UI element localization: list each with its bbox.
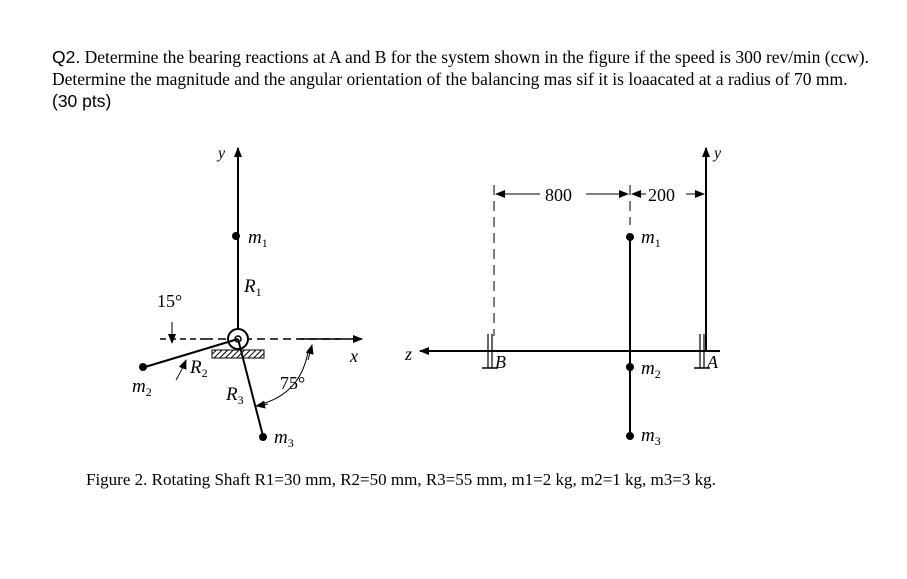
question-body: Determine the bearing reactions at A and B for the system shown in the figure if the speed is 300 rev/min (ccw). Determine the magnitude and the angular orientation of the balancing mas sif it is loaacated at a radius of 70 mm. bbox=[52, 47, 869, 89]
radius-r1-label: $R_1$ bbox=[244, 276, 262, 299]
side-view-y-label: y bbox=[714, 145, 722, 162]
angle-75-arrow bbox=[308, 345, 312, 360]
side-mass-m2-dot bbox=[626, 363, 634, 371]
end-view bbox=[132, 145, 362, 450]
mass-m1-dot bbox=[232, 232, 240, 240]
end-view-x-label: x bbox=[350, 346, 358, 366]
bearing-a-label: A bbox=[707, 352, 718, 372]
side-view-z-label: z bbox=[405, 344, 413, 364]
side-mass-m2-label: $m_2$ bbox=[641, 358, 661, 381]
radius-r2-label: $R_2$ bbox=[190, 357, 208, 380]
side-view bbox=[404, 145, 722, 448]
side-mass-m1-label: $m_1$ bbox=[641, 227, 661, 250]
question-label: Q2. bbox=[52, 47, 81, 67]
side-mass-m3-dot bbox=[626, 432, 634, 440]
mass-m3-label: $m_3$ bbox=[274, 427, 294, 450]
mass-m2-dot bbox=[139, 363, 147, 371]
angle-15-arc-arrow bbox=[176, 360, 186, 380]
mass-m3-dot bbox=[259, 433, 267, 441]
bearing-base bbox=[212, 350, 264, 358]
dim-200-label: 200 bbox=[648, 185, 675, 205]
side-mass-m1-dot bbox=[626, 233, 634, 241]
radius-r3-label: $R_3$ bbox=[226, 384, 244, 407]
side-mass-m3-label: $m_3$ bbox=[641, 425, 661, 448]
mass-m2-label: $m_2$ bbox=[132, 376, 152, 399]
angle-75-label: 75° bbox=[280, 373, 306, 393]
question-points: (30 pts) bbox=[52, 91, 112, 111]
dim-800-label: 800 bbox=[545, 185, 572, 205]
figure-caption: Figure 2. Rotating Shaft R1=30 mm, R2=50 mm, R3=55 mm, m1=2 kg, m2=1 kg, m3=3 kg. bbox=[86, 470, 716, 489]
angle-15-label: 15° bbox=[157, 291, 183, 311]
bearing-b-label: B bbox=[495, 352, 506, 372]
end-view-y-label: y bbox=[218, 145, 226, 162]
mass-m1-label: $m_1$ bbox=[248, 227, 268, 250]
